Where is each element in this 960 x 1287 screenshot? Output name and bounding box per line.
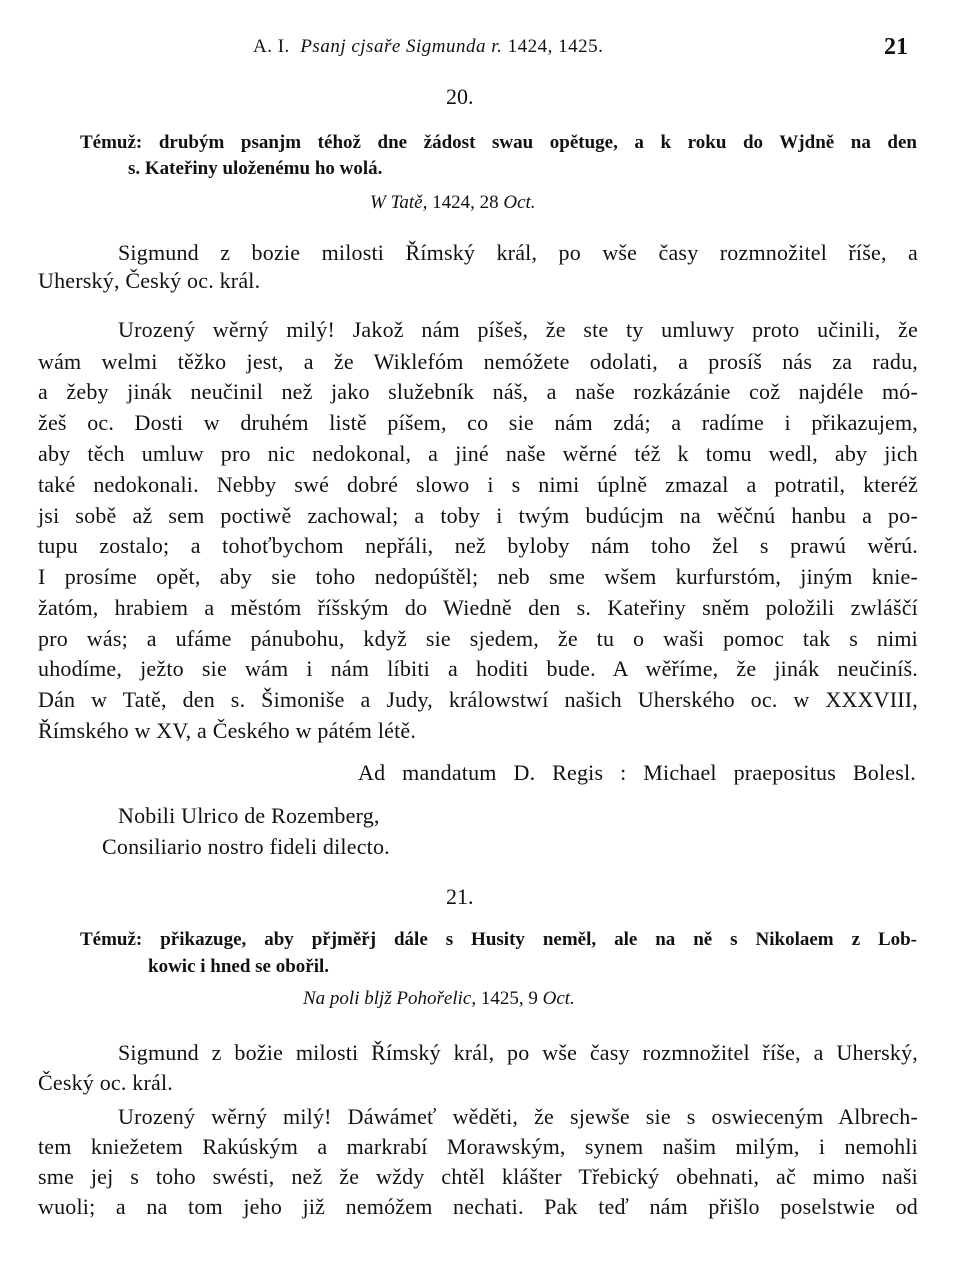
text-line: Urozený wěrný milý! Jakož nám píšeš, že ste ty umluwy proto učinili, že	[118, 317, 918, 342]
summary-line: drubým psanjm téhož dne žádost swau opětuge, a k roku do Wjdně na den	[158, 132, 917, 153]
summary-line: s. Kateřiny uloženému ho wolá.	[128, 158, 383, 179]
text-line: Sigmund z bozie milosti Římský král, po wše časy rozmnožitel říše, a	[118, 240, 918, 265]
page-number: 21	[884, 34, 908, 60]
document-summary	[80, 929, 917, 951]
text-line: Urozený wěrný milý! Dáwámeť wěděti, že sjewše sie s oswieceným Albrech-	[118, 1104, 918, 1129]
text-line: jsi sobě až sem poctiwě zachowal; a toby i twým budúcjm na wěčnú hanbu a po-	[38, 503, 918, 528]
text-line: tem kniežetem Rakúským a markrabí Morawským, synem našim milým, i nemohli	[38, 1134, 918, 1159]
text-line: Římského w XV, a Českého w pátém létě.	[38, 718, 417, 743]
text-line: žatóm, hrabiem a městóm říšským do Wiedně den s. Kateřiny sněm položili zwláščí	[38, 595, 918, 620]
place-month: Oct.	[503, 192, 536, 213]
address-line: Consiliario nostro fideli dilecto.	[102, 834, 390, 859]
place-name: Na poli blјž Pohořelic,	[303, 988, 477, 1009]
header-section: A. I.	[253, 36, 290, 57]
summary-line: přikazuge, aby přjměřj dále s Husity neměl, ale na ně s Nikolaem z Lob-	[160, 929, 918, 950]
place-date-line	[370, 192, 536, 214]
text-line: tupu zostalo; a tohoťbychom nepřáli, než byloby nám toho žel s prawú wěrú.	[38, 533, 918, 558]
text-line: pro wás; a ufáme pánubohu, když sie sjedem, že tu o waši pomoc tak s nimi	[38, 626, 918, 651]
summary-line: kowic i hned se obořil.	[148, 956, 330, 977]
summary-label: Témuž:	[80, 929, 143, 950]
text-line: a žeby jinák neučinil než jako služebník náš, a naše rozkázánie což najdéle mó-	[38, 379, 918, 404]
header-years: 1424, 1425.	[507, 36, 604, 57]
text-line: Dán w Tatě, den s. Šimoniše a Judy, králowstwí našich Uherského oc. w XXXVIII,	[38, 687, 918, 712]
text-line: I prosíme opět, aby sie toho nedopúštěl; neb sme wšem kurfurstóm, jiným knie-	[38, 564, 918, 589]
address-line: Nobili Ulrico de Rozemberg,	[118, 803, 380, 828]
text-line: také nedokonali. Nebby swé dobré slowo i s nimi úplně zmazal a potratil, kteréž	[38, 472, 918, 497]
text-line: aby těch umluw pro nic nedokonal, a jiné naše wěrné též k tomu wedl, aby jich	[38, 441, 918, 466]
header-title: Psanj cjsaře Sigmunda r.	[300, 36, 503, 57]
text-line: wám welmi těžko jest, a že Wiklefóm nemóžete odolati, a prosíš nás za radu,	[38, 349, 918, 374]
text-line: wuoli; a na tom jeho již nemóžem nechati. Pak teď nám přišlo poselstwie od	[38, 1194, 918, 1219]
place-name: W Tatě,	[370, 192, 428, 213]
document-number: 21.	[446, 884, 474, 909]
text-line: Uherský, Český oc. král.	[38, 268, 261, 293]
text-line: sme jej s toho swésti, než že wždy chtěl klášter Třebický obehnati, ač mimo naši	[38, 1164, 918, 1189]
summary-label: Témuž:	[80, 132, 143, 153]
place-date: 1424, 28	[432, 192, 499, 213]
place-date: 1425, 9	[480, 988, 538, 1009]
text-line: uhodíme, ježto sie wám i nám líbiti a hoditi bude. A wěříme, že jinák neučiníš.	[38, 656, 918, 681]
place-date-line	[303, 988, 575, 1010]
document-summary	[80, 132, 917, 154]
text-line: Sigmund z božie milosti Římský král, po wše časy rozmnožitel říše, a Uherský,	[118, 1040, 918, 1065]
running-header	[253, 36, 603, 58]
document-number: 20.	[446, 84, 474, 109]
text-line: žeš oc. Dosti w druhém listě píšem, co sie nám zdá; a radíme i přikazujem,	[38, 410, 918, 435]
signature-line: Ad mandatum D. Regis : Michael praepositus Bolesl.	[358, 760, 916, 785]
place-month: Oct.	[542, 988, 575, 1009]
text-line: Český oc. král.	[38, 1070, 173, 1095]
